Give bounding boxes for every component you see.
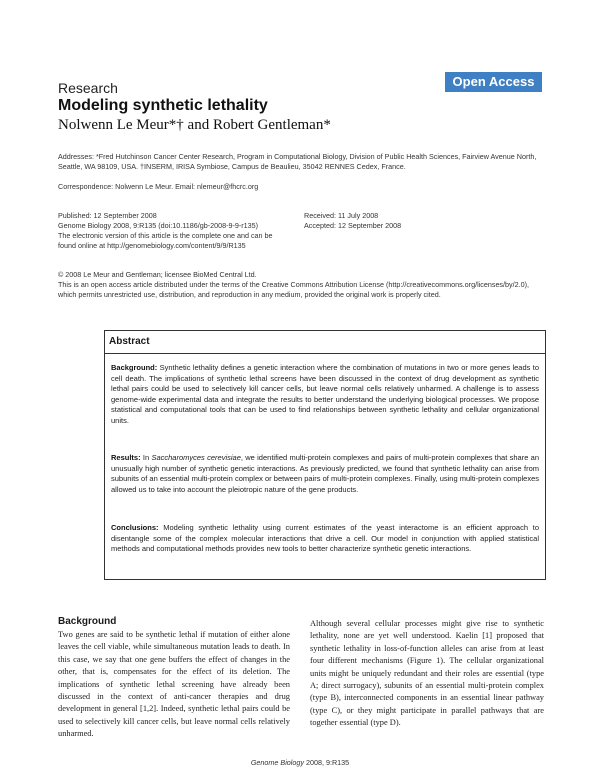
abstract-header: [105, 331, 545, 354]
abstract-background: [111, 363, 539, 426]
page-footer: [0, 758, 600, 767]
addresses: Addresses: *Fred Hutchinson Cancer Center Research, Program in Computational Biology, Division of Public Health Sciences, Fairview Avenue North, Seattle, WA 98109, USA. †INSERM, IRISA Symbiose, Campus de Beaulieu, 35042 RENNES Cedex, France.: [58, 152, 537, 171]
citation: Genome Biology 2008, 9:R135 (doi:10.1186/gb-2008-9-9-r135): [58, 221, 259, 230]
background-heading: Background: [58, 616, 117, 627]
received-accepted: [304, 211, 401, 231]
background-text: Synthetic lethality defines a genetic interaction where the combination of mutations in two or more genes leads to cell death. The implications of synthetic lethal screens have been discussed in the context of drug development as synthetic lethal pairs could be used to selectively kill cancer cells, but leave normal cells relatively unharmed. A challenge is to assess genome-wide experimental data and integrate the results to better understand the underlying biological processes. We propose statistical and computational tools that can be used to find relationships between synthetic lethality and cellular organizational units.: [111, 363, 539, 425]
license-block: [58, 270, 544, 300]
abstract-heading: Abstract: [109, 336, 150, 347]
copyright: © 2008 Le Meur and Gentleman; licensee BioMed Central Ltd.: [58, 270, 257, 279]
abstract-box: [104, 330, 546, 580]
results-label: Results:: [111, 453, 141, 462]
article-title: Modeling synthetic lethality: [58, 97, 268, 114]
body-left-column: Two genes are said to be synthetic lethal if mutation of either alone leaves the cell viable, while simultaneous mutation leads to death. In this case, we say that one gene buffers the effect of changes in the other, that is, compensates for the effect of its deletion. The implications of synthetic lethal screening have already been discussed in the context of anti-cancer therapies and drug development in general [1,2]. Indeed, synthetic lethal pairs could be used to selectively kill cancer cells, but leave normal cells relatively unharmed.: [58, 630, 290, 739]
footer-journal: Genome Biology: [250, 758, 304, 767]
conclusions-text: Modeling synthetic lethality using current estimates of the yeast interactome is an efficient approach to disentangle some of the complex molecular interactions that drive a cell. Our model in conjunction with applied statistical methods and computational methods provides new tools to better characterize synthetic genetic interactions.: [111, 523, 539, 553]
open-access-badge: Open Access: [445, 72, 542, 92]
background-label: Background:: [111, 363, 158, 372]
body-right-column: Although several cellular processes might give rise to synthetic lethality, none are yet well understood. Kaelin [1] proposed that synthetic lethality in loss-of-function alleles can arise from at least four different mechanisms (Figure 1). The cellular organizational units might be uniquely redundant and their roles are essential (type A; direct surrogacy), subunits of an essential multi-protein complex (type B), interconnected components in an essential linear pathway (type C), or they might participate in parallel pathways that are together essential (type D).: [310, 619, 544, 728]
results-text: , we identified multi-protein complexes and pairs of multi-protein complexes that share an unusually high number of synthetic genetic interactions. As previously predicted, we found that synthetic lethality can arise from subunits of an essential multi-protein complex or between pairs of multi-protein complexes. Finally, using multi-protein complexes allowed us to take into account the pleiotropic nature of the gene products.: [111, 453, 539, 494]
conclusions-label: Conclusions:: [111, 523, 159, 532]
published-date: Published: 12 September 2008: [58, 211, 157, 220]
footer-citation: 2008, 9:R135: [303, 758, 350, 767]
electronic-version-2: found online at http://genomebiology.com/content/9/9/R135: [58, 241, 246, 250]
publication-info: [58, 211, 273, 251]
abstract-results: [111, 453, 539, 495]
results-pre: In: [140, 453, 152, 462]
authors: Nolwenn Le Meur*† and Robert Gentleman*: [58, 117, 331, 133]
license-text: This is an open access article distributed under the terms of the Creative Commons Attribution License (http://creativecommons.org/licenses/by/2.0), which permits unrestricted use, distribution, and reproduction in any medium, provided the original work is properly cited.: [58, 280, 529, 299]
electronic-version-1: The electronic version of this article is the complete one and can be: [58, 231, 273, 240]
section-label: Research: [58, 80, 118, 96]
results-species: Saccharomyces cerevisiae: [151, 453, 241, 462]
correspondence: Correspondence: Nolwenn Le Meur. Email: nlemeur@fhcrc.org: [58, 182, 259, 191]
abstract-conclusions: [111, 523, 539, 555]
received-date: Received: 11 July 2008: [304, 211, 379, 220]
accepted-date: Accepted: 12 September 2008: [304, 221, 402, 230]
